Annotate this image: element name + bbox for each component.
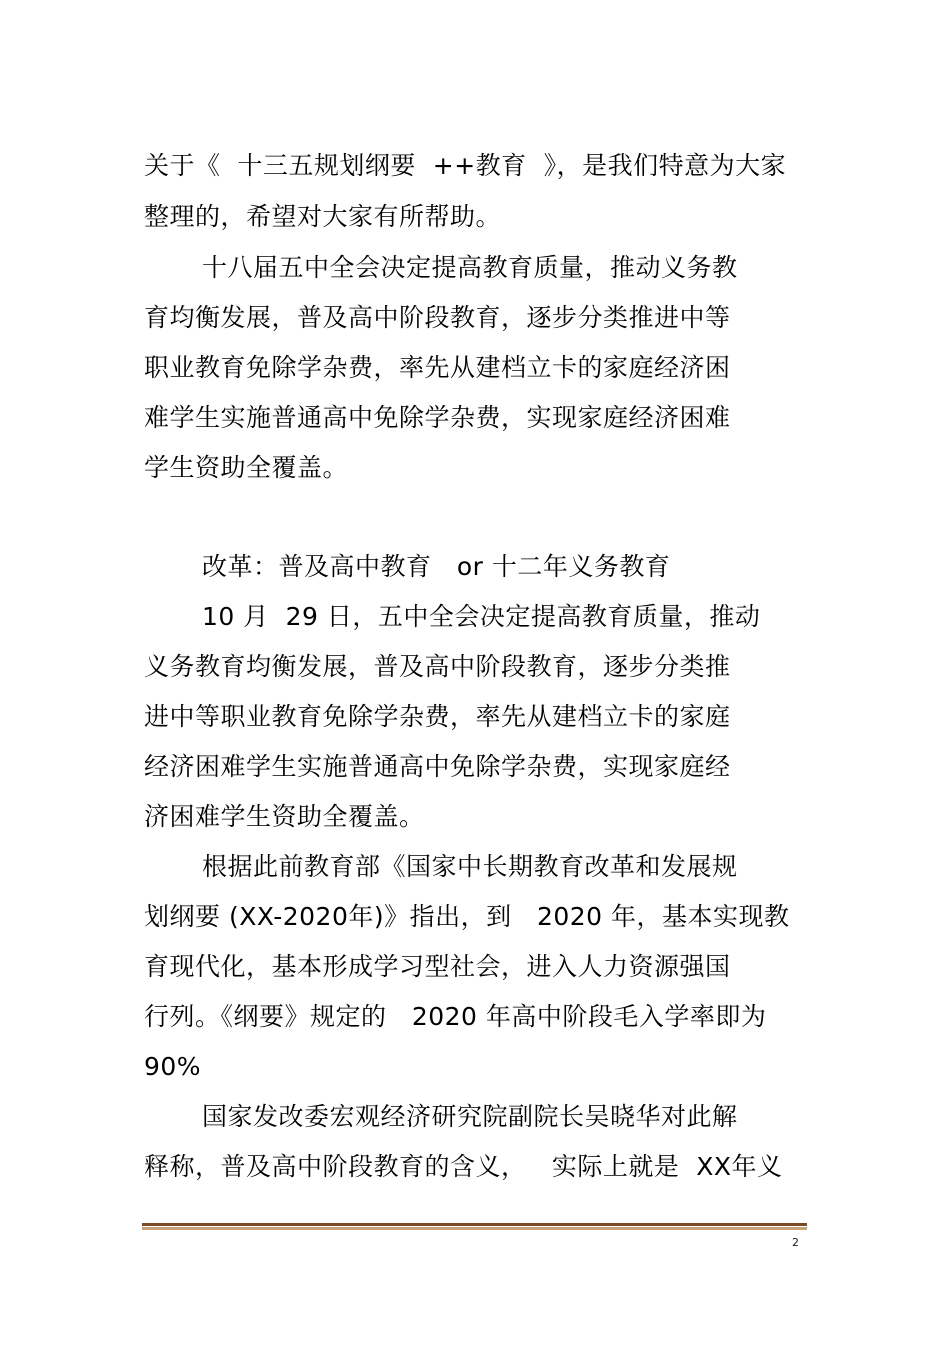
footer-rule bbox=[142, 1223, 807, 1226]
text-line: 育现代化，基本形成学习型社会，进入人力资源强国 bbox=[144, 952, 731, 981]
text-line: 难学生实施普通高中免除学杂费，实现家庭经济困难 bbox=[144, 403, 731, 432]
text-line: 关于《 十三五规划纲要 ++教育 》，是我们特意为大家 bbox=[144, 151, 787, 180]
page-number: 2 bbox=[792, 1236, 799, 1249]
paragraph-first-line: 10 月 29 日，五中全会决定提高教育质量，推动 bbox=[202, 602, 761, 631]
text-line: 行列。《纲要》规定的 2020 年高中阶段毛入学率即为 bbox=[144, 1002, 767, 1031]
text-line: 进中等职业教育免除学杂费，率先从建档立卡的家庭 bbox=[144, 702, 731, 731]
text-line: 释称，普及高中阶段教育的含义， 实际上就是 XX年义 bbox=[144, 1152, 783, 1181]
text-line: 划纲要 (XX-2020年)》指出，到 2020 年，基本实现教 bbox=[144, 902, 790, 931]
text-line: 经济困难学生实施普通高中免除学杂费，实现家庭经 bbox=[144, 752, 731, 781]
text-line: 育均衡发展，普及高中阶段教育，逐步分类推进中等 bbox=[144, 303, 731, 332]
paragraph-first-line: 十八届五中全会决定提高教育质量，推动义务教 bbox=[202, 253, 738, 282]
text-line: 义务教育均衡发展，普及高中阶段教育，逐步分类推 bbox=[144, 652, 731, 681]
paragraph-first-line: 根据此前教育部《国家中长期教育改革和发展规 bbox=[202, 852, 738, 881]
text-line: 90% bbox=[144, 1052, 202, 1081]
text-line: 职业教育免除学杂费，率先从建档立卡的家庭经济困 bbox=[144, 353, 731, 382]
text-line: 整理的，希望对大家有所帮助。 bbox=[144, 202, 502, 231]
text-line: 学生资助全覆盖。 bbox=[144, 453, 349, 482]
text-line: 济困难学生资助全覆盖。 bbox=[144, 802, 425, 831]
paragraph-first-line: 国家发改委宏观经济研究院副院长吴晓华对此解 bbox=[202, 1102, 738, 1131]
section-heading: 改革：普及高中教育 or 十二年义务教育 bbox=[202, 552, 671, 581]
